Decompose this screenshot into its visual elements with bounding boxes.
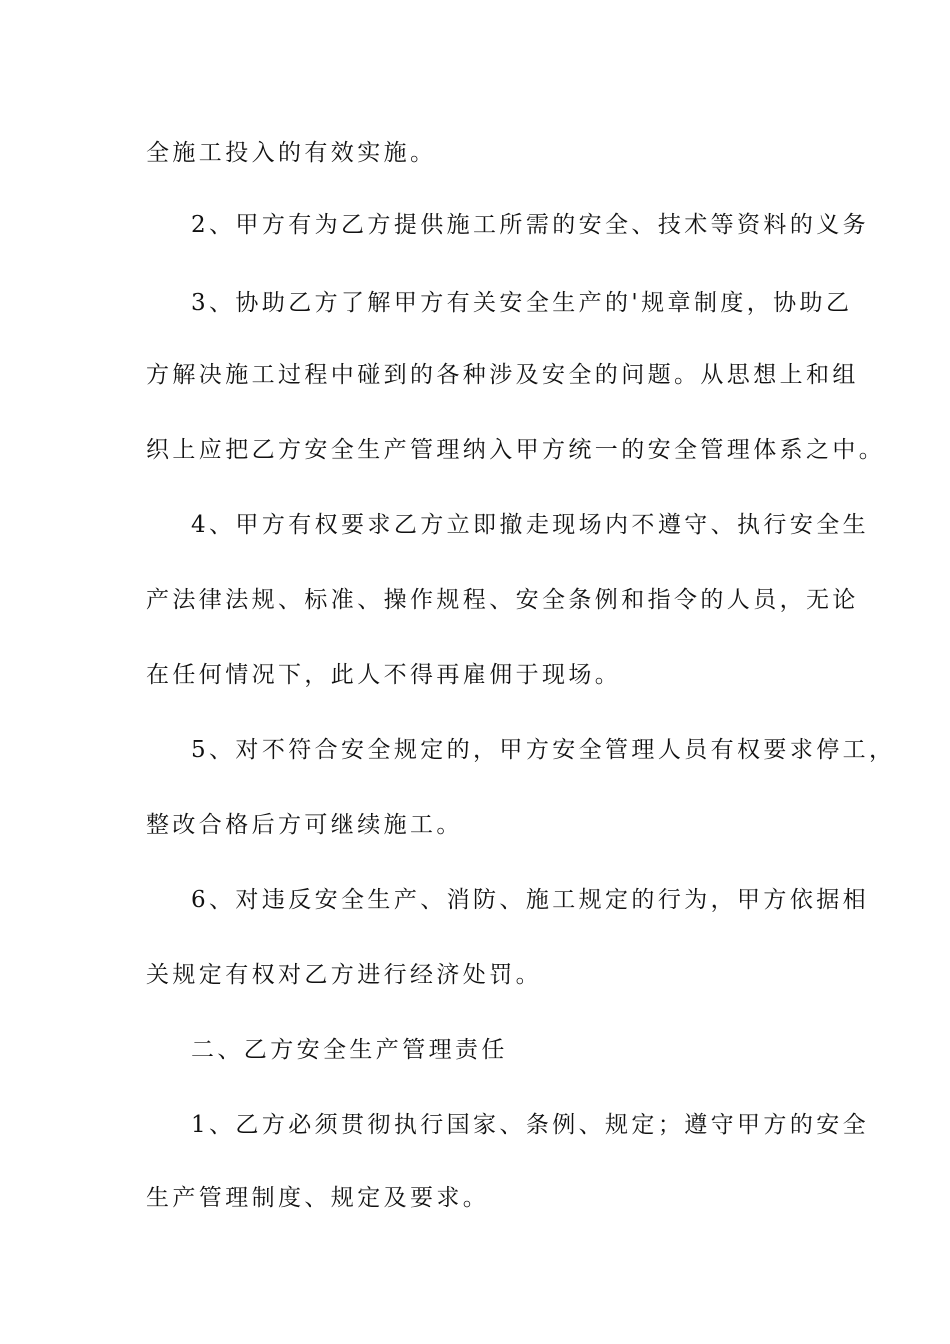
paragraph-line: 织上应把乙方安全生产管理纳入甲方统一的安全管理体系之中。 [146, 437, 886, 463]
paragraph-line: 3、协助乙方了解甲方有关安全生产的'规章制度，协助乙 [191, 290, 853, 316]
paragraph-line: 5、对不符合安全规定的，甲方安全管理人员有权要求停工， [191, 737, 896, 763]
paragraph-line: 4、甲方有权要求乙方立即撤走现场内不遵守、执行安全生 [191, 512, 870, 538]
paragraph-line: 关规定有权对乙方进行经济处罚。 [146, 962, 542, 988]
paragraph-line: 1、乙方必须贯彻执行国家、条例、规定；遵守甲方的安全 [191, 1112, 870, 1138]
paragraph-line: 方解决施工过程中碰到的各种涉及安全的问题。从思想上和组 [146, 362, 859, 388]
paragraph-line: 6、对违反安全生产、消防、施工规定的行为，甲方依据相 [191, 887, 870, 913]
paragraph-line: 在任何情况下，此人不得再雇佣于现场。 [146, 662, 622, 688]
paragraph-line: 整改合格后方可继续施工。 [146, 812, 463, 838]
paragraph-line: 全施工投入的有效实施。 [146, 140, 437, 166]
paragraph-line: 产法律法规、标准、操作规程、安全条例和指令的人员，无论 [146, 587, 859, 613]
paragraph-line: 生产管理制度、规定及要求。 [146, 1185, 490, 1211]
paragraph-line: 2、甲方有为乙方提供施工所需的安全、技术等资料的义务 [191, 212, 870, 238]
section-heading: 二、乙方安全生产管理责任 [191, 1037, 508, 1063]
